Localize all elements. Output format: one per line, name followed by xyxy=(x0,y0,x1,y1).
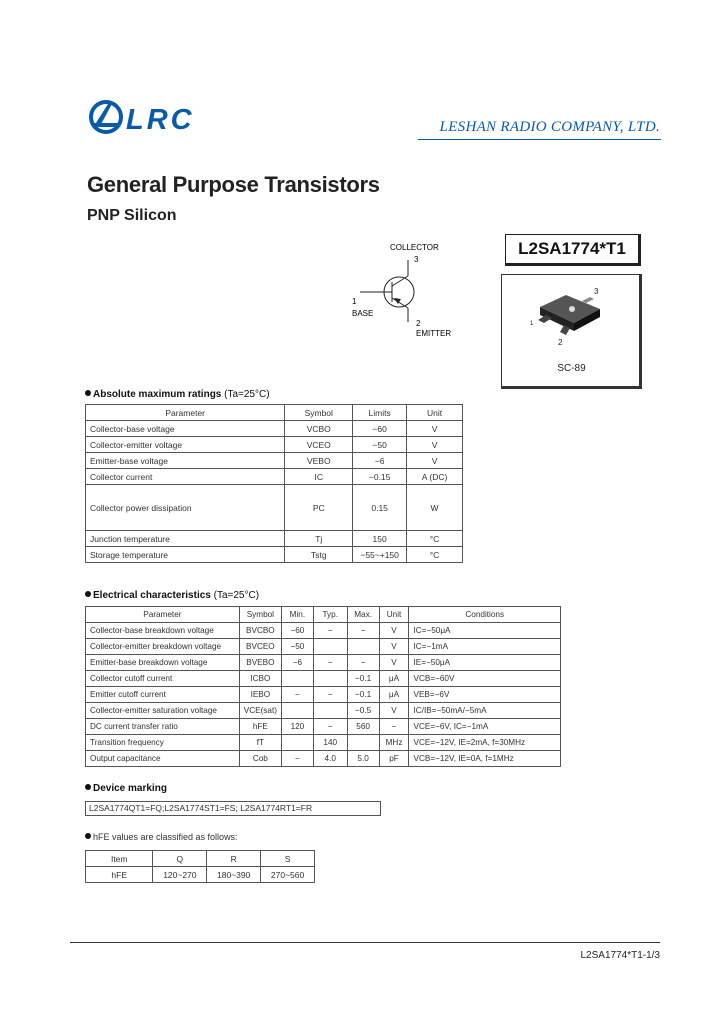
device-marking-box: L2SA1774QT1=FQ;L2SA1774ST1=FS; L2SA1774RT1=FR xyxy=(85,801,381,816)
table-row: Junction temperature Tj 150 °C xyxy=(86,531,463,547)
emitter-pin: 2 xyxy=(416,319,421,328)
table-row: Transition frequency fT 140 MHz VCE=−12V, IE=2mA, f=30MHz xyxy=(86,735,561,751)
collector-pin: 3 xyxy=(414,255,419,264)
lrc-logo-mark xyxy=(91,102,121,132)
page-subtitle: PNP Silicon xyxy=(87,207,177,224)
table-row: Collector-base voltage VCBO −60 V xyxy=(86,421,463,437)
package-pin3: 3 xyxy=(594,287,599,296)
collector-label: COLLECTOR xyxy=(390,243,439,252)
abs-max-table xyxy=(85,404,463,563)
table-header-row: Parameter Symbol Limits Unit xyxy=(86,405,463,421)
footer-rule xyxy=(70,942,660,943)
bullet-icon xyxy=(85,591,91,597)
hfe-class-table xyxy=(85,850,315,883)
pnp-transistor-symbol xyxy=(340,240,470,340)
table-header-row: Parameter Symbol Min. Typ. Max. Unit Conditions xyxy=(86,607,561,623)
package-pin1: 1 xyxy=(530,321,534,327)
page-footer: L2SA1774*T1-1/3 xyxy=(580,950,660,961)
electrical-heading: Electrical characteristics (Ta=25°C) xyxy=(85,590,259,601)
electrical-table xyxy=(85,606,561,767)
abs-max-heading: Absolute maximum ratings (Ta=25°C) xyxy=(85,389,270,400)
table-row: Collector-base breakdown voltage BVCBO −60 − − V IC=−50μA xyxy=(86,623,561,639)
table-header-row: Item Q R S xyxy=(86,851,315,867)
page-title: General Purpose Transistors xyxy=(87,172,380,197)
package-pin2: 2 xyxy=(558,338,563,347)
emitter-label: EMITTER xyxy=(416,329,452,338)
base-label: BASE xyxy=(352,309,374,318)
table-row: Collector-emitter breakdown voltage BVCEO −50 V IC=−1mA xyxy=(86,639,561,655)
device-marking-heading: Device marking xyxy=(85,783,167,794)
bullet-icon xyxy=(85,784,91,790)
sc89-package-drawing xyxy=(520,285,620,355)
table-row: Collector current IC −0.15 A (DC) xyxy=(86,469,463,485)
lrc-logo xyxy=(86,98,210,138)
table-row: Emitter-base breakdown voltage BVEBO −6 − − V IE=−50μA xyxy=(86,655,561,671)
company-name: LESHAN RADIO COMPANY, LTD. xyxy=(439,119,660,135)
table-row: hFE 120~270 180~390 270~560 xyxy=(86,867,315,883)
table-row: Collector power dissipation PC 0.15 W xyxy=(86,485,463,531)
table-row: Collector-emitter saturation voltage VCE(sat) −0.5 V IC/IB=−50mA/−5mA xyxy=(86,703,561,719)
bullet-icon xyxy=(85,390,91,396)
table-row: Emitter cutoff current IEBO − − −0.1 μA VEB=−6V xyxy=(86,687,561,703)
table-row: Collector-emitter voltage VCEO −50 V xyxy=(86,437,463,453)
table-row: Emitter-base voltage VEBO −6 V xyxy=(86,453,463,469)
table-row: Collector cutoff current ICBO −0.1 μA VCB=−60V xyxy=(86,671,561,687)
base-pin: 1 xyxy=(352,297,357,306)
lrc-logo-text: LRC xyxy=(126,104,195,136)
bullet-icon xyxy=(85,833,91,839)
header-rule xyxy=(418,139,661,140)
lrc-logo-triangle xyxy=(94,104,118,127)
part-number-box: L2SA1774*T1 xyxy=(505,234,641,266)
hfe-class-heading: hFE values are classified as follows: xyxy=(85,832,238,842)
package-name: SC-89 xyxy=(557,363,586,374)
table-row: Storage temperature Tstg −55~+150 °C xyxy=(86,547,463,563)
table-row: DC current transfer ratio hFE 120 − 560 − VCE=−6V, IC=−1mA xyxy=(86,719,561,735)
table-row: Output capacitance Cob − 4.0 5.0 pF VCB=−12V, IE=0A, f=1MHz xyxy=(86,751,561,767)
